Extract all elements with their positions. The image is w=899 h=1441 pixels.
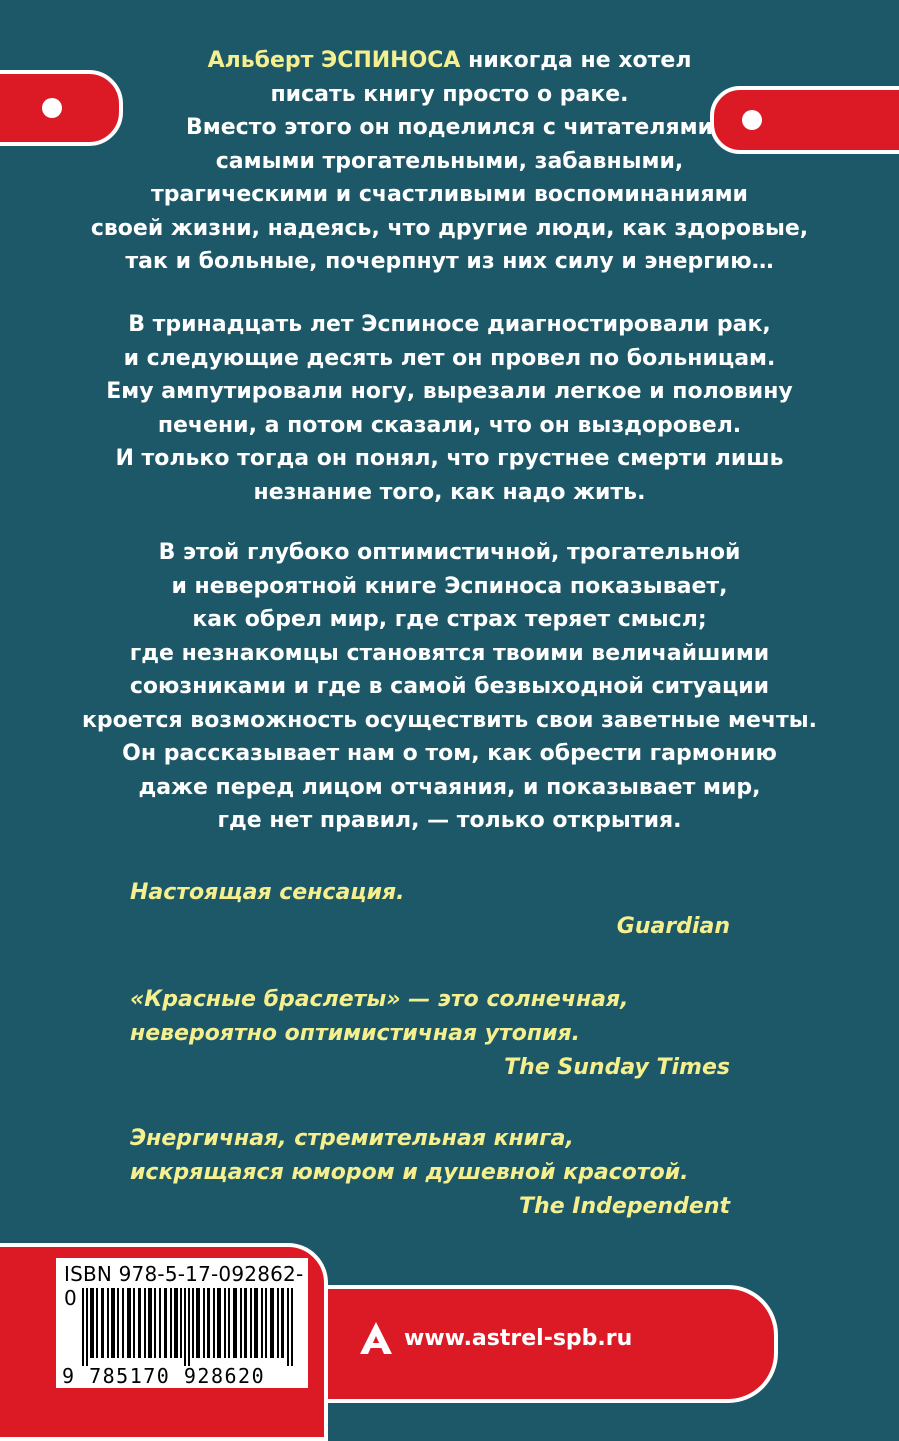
quote-text: невероятно оптимистичная утопия. <box>130 1021 581 1046</box>
quote-text: искрящаяся юмором и душевной красотой. <box>130 1160 689 1185</box>
barcode-digits: 9 785170 928620 <box>62 1364 266 1388</box>
paragraph-2 <box>0 308 899 509</box>
paragraph-3-line: и невероятной книге Эспиноса показывает, <box>171 573 728 599</box>
intro-line-1-rest: никогда не хотел <box>460 48 692 73</box>
astrel-a-logo-icon <box>358 1320 394 1356</box>
quote-source: The Sunday Times <box>504 1055 730 1080</box>
paragraph-3-line: где нет правил, — только открытия. <box>217 808 682 833</box>
isbn-text: ISBN 978-5-17-092862-0 <box>64 1262 304 1310</box>
publisher <box>358 1318 632 1358</box>
paragraph-2-line: незнание того, как надо жить. <box>253 479 646 505</box>
intro-line-1 <box>0 44 899 78</box>
barcode-bars <box>82 1288 294 1366</box>
barcode <box>56 1258 308 1388</box>
quote-source: The Independent <box>519 1194 730 1219</box>
paragraph-3-line: союзниками и где в самой безвыходной ситуации <box>129 674 770 699</box>
review-quote-2 <box>130 983 730 1085</box>
quote-source: Guardian <box>616 914 730 939</box>
paragraph-3-line: как обрел мир, где страх теряет смысл; <box>192 607 707 632</box>
paragraph-3-line: даже перед лицом отчаяния, и показывает мир, <box>138 774 761 800</box>
intro-line: своей жизни, надеясь, что другие люди, как здоровые, <box>90 215 809 241</box>
quote-text: Энергичная, стремительная книга, <box>130 1126 574 1151</box>
quote-text: «Красные браслеты» — это солнечная, <box>130 987 629 1012</box>
intro-line: Вместо этого он поделился с читателями <box>186 115 713 140</box>
paragraph-2-line: печени, а потом сказали, что он выздоровел. <box>157 412 742 438</box>
intro-line: самыми трогательными, забавными, <box>215 148 684 174</box>
paragraph-3 <box>0 536 899 838</box>
paragraph-3-line: где незнакомцы становятся твоими величайшими <box>129 640 770 666</box>
review-quote-3 <box>130 1122 730 1224</box>
paragraph-2-line: и следующие десять лет он провел по больницам. <box>123 345 776 371</box>
author-name: Альберт ЭСПИНОСА <box>207 48 461 73</box>
paragraph-2-line: В тринадцать лет Эспиносе диагностировали рак, <box>128 312 771 337</box>
paragraph-2-line: Ему ампутировали ногу, вырезали легкое и половину <box>106 379 793 404</box>
intro-line: так и больные, почерпнут из них силу и энергию… <box>125 249 774 274</box>
paragraph-2-line: И только тогда он понял, что грустнее смерти лишь <box>115 446 784 471</box>
paragraph-3-line: Он рассказывает нам о том, как обрести гармонию <box>122 741 777 766</box>
quote-text: Настоящая сенсация. <box>130 880 405 905</box>
intro-paragraph <box>0 44 899 279</box>
intro-line: писать книгу просто о раке. <box>270 81 629 107</box>
publisher-url[interactable]: www.astrel-spb.ru <box>404 1325 633 1351</box>
review-quote-1 <box>130 876 730 944</box>
paragraph-3-line: кроется возможность осуществить свои заветные мечты. <box>81 707 818 733</box>
intro-line: трагическими и счастливыми воспоминаниями <box>151 182 748 207</box>
paragraph-3-line: В этой глубоко оптимистичной, трогательной <box>158 540 741 565</box>
